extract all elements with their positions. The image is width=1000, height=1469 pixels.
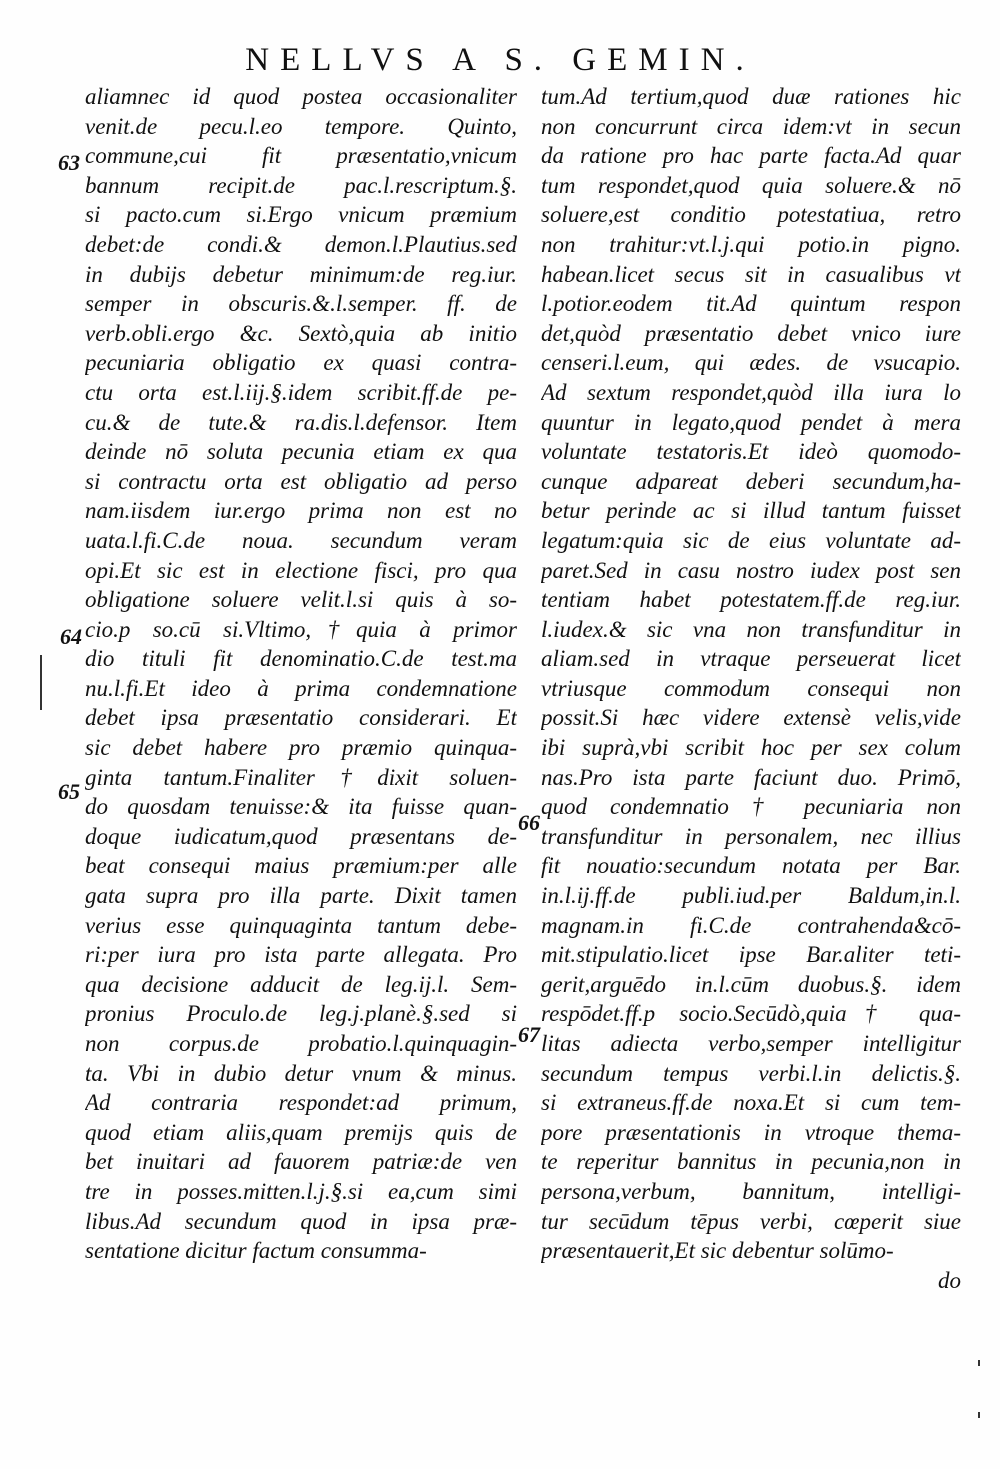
text-line: ginta tantum.Finaliter†dixit soluen-: [85, 764, 517, 790]
text-line: non corpus.de probatio.l.quinquagin-: [85, 1031, 517, 1056]
text-line: in dubijs debetur minimum:de reg.iur.: [85, 261, 517, 287]
text-line: pore præsentationis in vtroque thema-: [541, 1119, 961, 1145]
text-line: Ad contraria respondet:ad primum,: [85, 1090, 517, 1116]
text-line: non trahitur:vt.l.j.qui potio.in pigno.: [541, 231, 961, 257]
text-line: sentatione dicitur factum consumma-: [85, 1238, 427, 1264]
text-line: det,quòd præsentatio debet vnico iure: [541, 320, 961, 346]
text-line: tur secūdum tēpus verbi, cœperit siue: [541, 1208, 961, 1234]
margin-mark: [978, 1412, 980, 1418]
text-line: secundum tempus verbi.l.in delictis.§.: [541, 1060, 961, 1086]
text-line: gata supra pro illa parte. Dixit tamen: [85, 883, 517, 909]
running-head: NELLVS A S. GEMIN.: [245, 42, 755, 78]
text-line: obligatione soluere velit.l.si quis à so-: [85, 587, 517, 613]
text-line: voluntate testatoris.Et ideò quomodo-: [541, 439, 961, 465]
text-line: betur perinde ac si illud tantum fuisset: [541, 498, 961, 524]
text-line: sic debet habere pro præmio quinqua-: [85, 735, 517, 761]
text-line: tum.Ad tertium,quod duæ rationes hic: [541, 84, 961, 109]
text-line: nam.iisdem iur.ergo prima non est no: [85, 498, 517, 524]
marginal-number: 67: [518, 1022, 540, 1047]
text-line: dio tituli fit denominatio.C.de test.ma: [85, 646, 517, 672]
text-line: semper in obscuris.&.l.semper. ff. de: [85, 291, 517, 317]
text-line: debet ipsa præsentatio considerari. Et: [85, 705, 517, 731]
text-line: commune,cui fit præsentatio,vnicum: [85, 143, 517, 169]
text-line: libus.Ad secundum quod in ipsa præ-: [85, 1208, 517, 1234]
text-line: aliamnec id quod postea occasionaliter: [85, 84, 517, 109]
text-line: ctu orta est.l.iij.§.idem scribit.ff.de pe-: [85, 379, 517, 405]
text-line: doque iudicatum,quod præsentans de-: [85, 823, 517, 849]
text-line: bet inuitari ad fauorem patriæ:de ven: [85, 1149, 517, 1175]
text-line: mit.stipulatio.licet ipse Bar.aliter teti-: [541, 942, 961, 968]
right-column: [541, 82, 961, 1295]
text-line: si contractu orta est obligatio ad perso: [85, 468, 517, 494]
text-line: l.iudex.& sic vna non transfunditur in: [541, 616, 961, 642]
text-line: qua decisione adducit de leg.ij.l. Sem-: [85, 971, 517, 997]
text-line: præsentauerit,Et sic debentur solūmo-: [541, 1238, 894, 1264]
text-line: ibi suprà,vbi scribit hoc per sex colum: [541, 735, 961, 761]
text-line: bannum recipit.de pac.l.rescriptum.§.: [85, 172, 517, 198]
text-line: paret.Sed in casu nostro iudex post sen: [541, 557, 961, 583]
text-line: habean.licet secus sit in casualibus vt: [541, 261, 961, 287]
text-line: transfunditur in personalem, nec illius: [541, 823, 961, 849]
text-line: soluere,est conditio potestatiua, retro: [541, 202, 961, 228]
marginal-number: 63: [58, 150, 80, 175]
text-line: opi.Et sic est in electione fisci, pro qua: [85, 557, 517, 583]
marginal-number: 66: [518, 810, 540, 835]
text-line: non concurrunt circa idem:vt in secun: [541, 113, 961, 139]
text-line: fit nouatio:secundum notata per Bar.: [541, 853, 961, 879]
text-line: nu.l.fi.Et ideo à prima condemnatione: [85, 675, 517, 701]
text-line: nas.Pro ista parte faciunt duo. Primō,: [541, 764, 961, 790]
text-line: aliam.sed in vtraque perseuerat licet: [541, 646, 961, 672]
text-line: venit.de pecu.l.eo tempore. Quinto,: [85, 113, 517, 139]
text-line: Ad sextum respondet,quòd illa iura lo: [541, 379, 961, 405]
text-line: debet:de condi.& demon.l.Plautius.sed: [85, 231, 517, 257]
text-line: legatum:quia sic de eius voluntate ad-: [541, 527, 961, 553]
text-line: tre in posses.mitten.l.j.§.si ea,cum simi: [85, 1178, 517, 1204]
text-line: si pacto.cum si.Ergo vnicum præmium: [85, 202, 517, 228]
text-line: do quosdam tenuisse:& ita fuisse quan-: [85, 794, 517, 820]
text-line: verb.obli.ergo &c. Sextò,quia ab initio: [85, 320, 517, 346]
text-line: cu.& de tute.& ra.dis.l.defensor. Item: [85, 409, 517, 435]
text-line: in.l.ij.ff.de publi.iud.per Baldum,in.l.: [541, 883, 961, 909]
text-line: te reperitur bannitus in pecunia,non in: [541, 1149, 961, 1175]
margin-mark: [40, 655, 42, 710]
text-line: magnam.in fi.C.de contrahenda&cō-: [541, 912, 961, 938]
marginal-number: 64: [60, 624, 82, 649]
text-line: quod condemnatio † pecuniaria non: [541, 794, 961, 820]
left-column: [85, 82, 517, 1266]
text-line: tum respondet,quod quia soluere.& nō: [541, 172, 961, 198]
text-line: tentiam habet potestatem.ff.de reg.iur.: [541, 587, 961, 613]
margin-mark: [978, 1360, 980, 1366]
text-line: pronius Proculo.de leg.j.planè.§.sed si: [85, 1001, 517, 1027]
text-line: gerit,arguēdo in.l.cūm duobus.§. idem: [541, 971, 961, 997]
text-line: ri:per iura pro ista parte allegata. Pro: [85, 942, 517, 968]
text-line: uata.l.fi.C.de noua. secundum veram: [85, 527, 517, 553]
text-line: litas adiecta verbo,semper intelligitur: [541, 1031, 961, 1056]
catchword: do: [938, 1267, 961, 1293]
text-line: pecuniaria obligatio ex quasi contra-: [85, 350, 517, 376]
text-line: quod etiam aliis,quam premijs quis de: [85, 1119, 517, 1145]
text-line: quuntur in legato,quod pendet à mera: [541, 409, 961, 435]
text-line: censeri.l.eum, qui ædes. de vsucapio.: [541, 350, 961, 376]
text-line: l.potior.eodem tit.Ad quintum respon: [541, 291, 961, 317]
text-line: verius esse quinquaginta tantum debe-: [85, 912, 517, 938]
text-line: cio.p so.cū si.Vltimo,†quia à primor: [85, 616, 517, 642]
text-line: cunque adpareat deberi secundum,ha-: [541, 468, 961, 494]
text-line: persona,verbum, bannitum, intelligi-: [541, 1178, 961, 1204]
text-line: possit.Si hæc videre extensè velis,vide: [541, 705, 961, 731]
text-line: da ratione pro hac parte facta.Ad quar: [541, 143, 961, 169]
text-line: beat consequi maius præmium:per alle: [85, 853, 517, 879]
text-line: ta. Vbi in dubio detur vnum & minus.: [85, 1060, 517, 1086]
text-line: si extraneus.ff.de noxa.Et si cum tem-: [541, 1090, 961, 1116]
text-line: respōdet.ff.p socio.Secūdò,quia† qua-: [541, 1001, 961, 1027]
text-line: deinde nō soluta pecunia etiam ex qua: [85, 439, 517, 465]
text-line: vtriusque commodum consequi non: [541, 675, 961, 701]
marginal-number: 65: [58, 779, 80, 804]
